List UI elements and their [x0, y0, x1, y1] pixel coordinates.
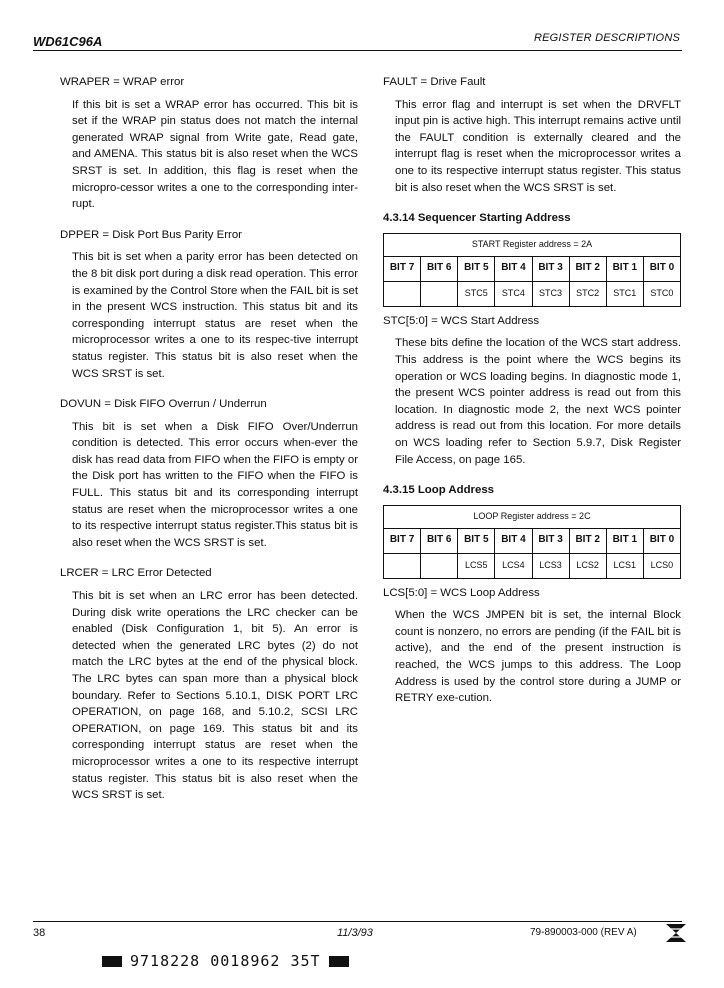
dpper-term: DPPER = Disk Port Bus Parity Error — [60, 228, 242, 241]
stc-term: STC[5:0] = WCS Start Address — [383, 314, 540, 327]
bit-field: STC4 — [495, 281, 532, 306]
dovun-description: This bit is set when a Disk FIFO Over/Underrun condition is detected. This error occurs when-ever the disk has read data from FIFO when the FIFO is empty or the Disk port has written to the FIFO when the FIFO is FULL. This status bit and its corresponding interrupt status are reset when the microprocessor writes a one to its respective interrupt status register.This status bit is also reset when the WCS SRST is set. — [72, 420, 358, 549]
bit-field: STC1 — [606, 281, 643, 306]
bit-field — [384, 281, 421, 306]
bit-header: BIT 4 — [495, 256, 532, 281]
footer-doc-number: 79-890003-000 (REV A) — [530, 927, 637, 938]
fault-entry — [383, 74, 681, 196]
barcode-strip — [94, 952, 357, 970]
bit-header: BIT 5 — [458, 256, 495, 281]
section-heading-start: 4.3.14 Sequencer Starting Address — [383, 212, 571, 225]
barcode-block-icon — [102, 956, 122, 967]
wraper-description: If this bit is set a WRAP error has occurred. This bit is set if the WRAP pin status does not match the internal generated WRAP signal from Write gate, Read gate, and AMENA. This status bit is also reset when the WCS SRST is set. In addition, this flag is reset when the micropro-cessor writes a one to the corresponding inter-rupt. — [72, 98, 358, 211]
dovun-term: DOVUN = Disk FIFO Overrun / Underrun — [60, 398, 267, 411]
bit-header: BIT 2 — [569, 528, 606, 553]
bit-field — [421, 553, 458, 578]
right-column — [383, 74, 681, 721]
wraper-term: WRAPER = WRAP error — [60, 76, 185, 88]
stc-description: These bits define the location of the WCS start address. This address is the point where the WCS begins its operation or WCS loading begins. In diagnostic mode 1, the present WCS pointer address is read out from this location. In diagnostic mode 2, the next WCS pointer address is read out from this location. For more details on WCS loading refer to Section 5.9.7, Disk Register File Access, on page 165. — [395, 337, 681, 466]
bit-header: BIT 7 — [384, 256, 421, 281]
start-register-address: START Register address = 2A — [384, 233, 681, 256]
bit-field: LCS1 — [606, 553, 643, 578]
section-header: REGISTER DESCRIPTIONS — [534, 32, 680, 44]
lcs-description: When the WCS JMPEN bit is set, the internal Block count is nonzero, no errors are pending (if the FAIL bit is active), and the end of the present instruction is reached, the WCS jumps to this address. The Loop Address is used by the control store during a JUMP or RETRY exe-cution. — [395, 609, 681, 705]
footer-rule — [33, 921, 682, 922]
bit-header: BIT 3 — [532, 256, 569, 281]
left-column — [60, 74, 358, 818]
section-heading-loop: 4.3.15 Loop Address — [383, 484, 494, 497]
bit-field: STC2 — [569, 281, 606, 306]
bit-header: BIT 0 — [643, 256, 680, 281]
lrcer-description: This bit is set when an LRC error has been detected. During disk write operations the LRC checker can be enabled (Disk Configuration 1, bit 5). An error is detected when the generated LRC bytes (2) do not match the LRC bytes at the end of the physical block. The LRC bytes can span more than a physical block boundary. Refer to Sections 5.10.1, DISK PORT LRC OPERATION, on page 168, and 5.10.2, SCSI LRC OPERATION, on page 169. This status bit and its corresponding interrupt status are reset when the microprocessor writes a one to its respective interrupt status register. This status bit is also reset when the WCS SRST is set. — [72, 590, 358, 802]
bit-header: BIT 0 — [643, 528, 680, 553]
dpper-entry — [60, 227, 358, 382]
bit-header: BIT 7 — [384, 528, 421, 553]
bit-field: LCS2 — [569, 553, 606, 578]
bit-header: BIT 3 — [532, 528, 569, 553]
fault-description: This error flag and interrupt is set when the DRVFLT input pin is active high. This interrupt remains active until the FAULT condition is externally cleared and the interrupt flag is reset when the microprocessor writes a one to its respective interrupt status register. This status bit is also reset when the WCS SRST is set. — [395, 98, 681, 194]
lcs-term: LCS[5:0] = WCS Loop Address — [383, 586, 540, 599]
wd-logo-icon — [664, 922, 688, 944]
bit-field — [384, 553, 421, 578]
page-number: 38 — [33, 927, 46, 939]
dpper-description: This bit is set when a parity error has been detected on the 8 bit disk port during a disk read operation. This error is examined by the Control Store when the FAIL bit is set in the present WCS instruction. This status bit and its corresponding interrupt status are reset when the microprocessor writes a one to its respec-tive interrupt status register. This status bit is also reset when the WCS SRST is set. — [72, 251, 358, 380]
bit-field: STC5 — [458, 281, 495, 306]
bit-header: BIT 6 — [421, 528, 458, 553]
start-register-table — [383, 233, 681, 307]
section-loop-address — [383, 482, 681, 707]
wraper-entry — [60, 74, 358, 213]
bit-field: LCS3 — [532, 553, 569, 578]
bit-header: BIT 6 — [421, 256, 458, 281]
lrcer-term: LRCER = LRC Error Detected — [60, 567, 212, 580]
loop-register-address: LOOP Register address = 2C — [384, 505, 681, 528]
dovun-entry — [60, 396, 358, 551]
bit-field: LCS5 — [458, 553, 495, 578]
bit-header: BIT 1 — [606, 528, 643, 553]
section-sequencer-start — [383, 210, 681, 468]
footer-date: 11/3/93 — [337, 927, 373, 939]
bit-field: LCS0 — [643, 553, 680, 578]
barcode-text: 9718228 0018962 35T — [130, 952, 321, 970]
loop-register-table — [383, 505, 681, 579]
bit-field: STC3 — [532, 281, 569, 306]
document-part-number: WD61C96A — [33, 34, 103, 49]
fault-term: FAULT = Drive Fault — [383, 76, 486, 88]
barcode-block-icon — [329, 956, 349, 967]
bit-header: BIT 1 — [606, 256, 643, 281]
lrcer-entry — [60, 565, 358, 803]
bit-field: STC0 — [643, 281, 680, 306]
bit-header: BIT 2 — [569, 256, 606, 281]
bit-header: BIT 4 — [495, 528, 532, 553]
bit-field — [421, 281, 458, 306]
bit-header: BIT 5 — [458, 528, 495, 553]
header-rule — [33, 50, 682, 51]
bit-field: LCS4 — [495, 553, 532, 578]
